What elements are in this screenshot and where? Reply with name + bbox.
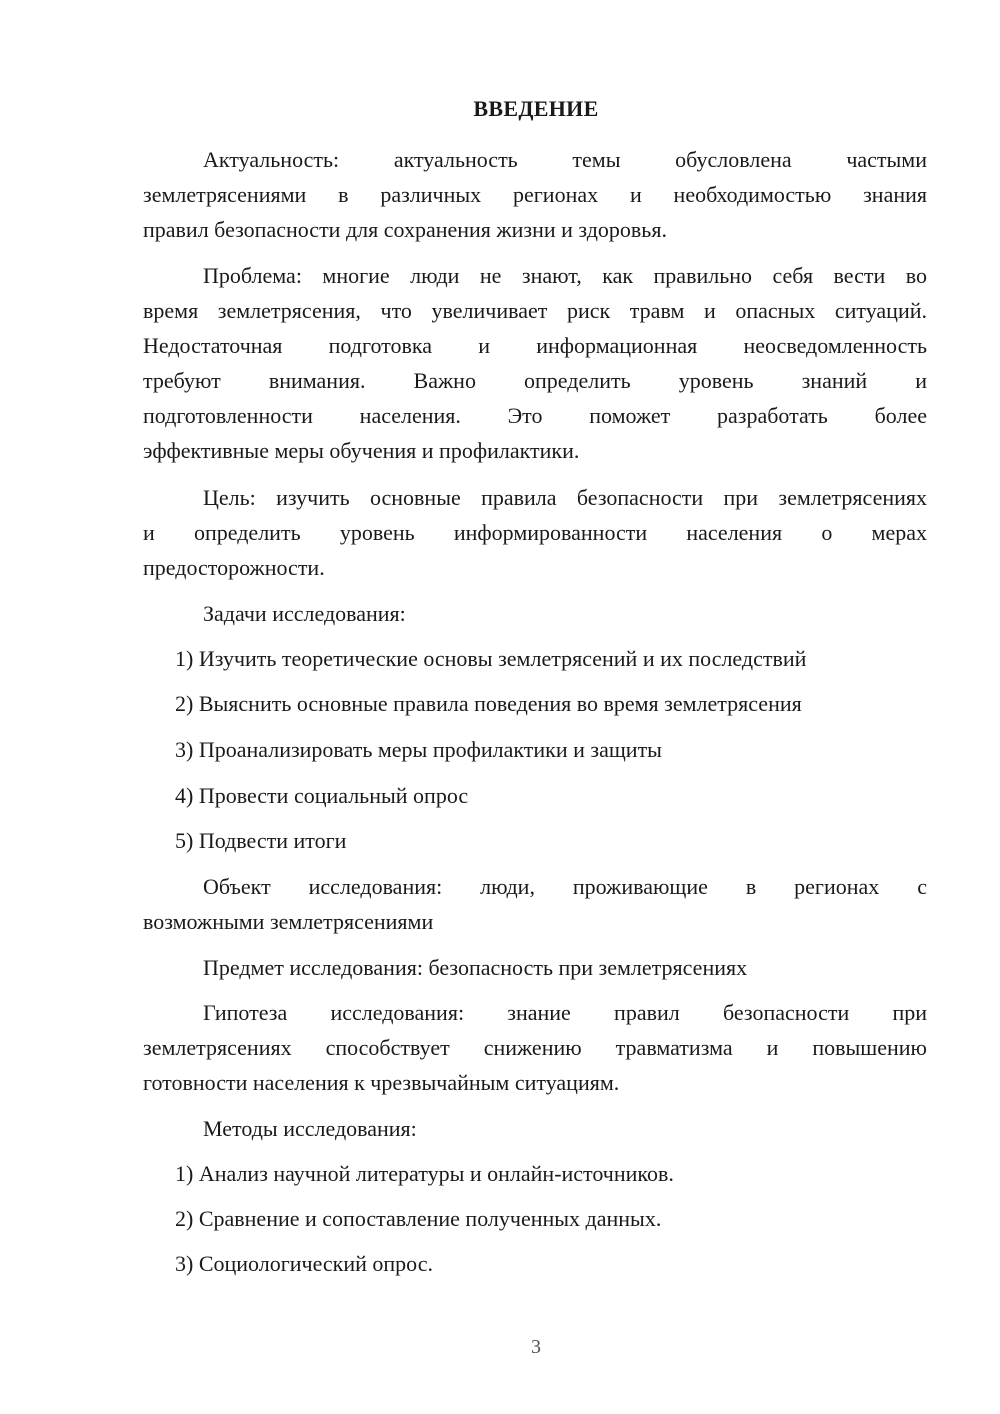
object-line: Объект исследования: люди, проживающие в регионах с [203,874,927,899]
hypothesis-line: Гипотеза исследования: знание правил безопасности при [203,1000,927,1025]
problem-line: подготовленности населения. Это поможет разработать более [143,403,927,428]
hypothesis-line: землетрясениях способствует снижению травматизма и повышению [143,1035,927,1060]
task-item: 4) Провести социальный опрос [175,783,469,808]
goal-paragraph [143,480,927,585]
object-line: возможными землетрясениями [143,909,434,934]
subject-paragraph: Предмет исследования: безопасность при землетрясениях [203,955,748,980]
task-item: 2) Выяснить основные правила поведения во время землетрясения [175,691,802,716]
page-number: 3 [531,1336,541,1358]
relevance-paragraph [143,142,927,247]
task-item: 3) Проанализировать меры профилактики и защиты [175,737,662,762]
goal-line: Цель: изучить основные правила безопасности при землетрясениях [203,485,927,510]
problem-line: Проблема: многие люди не знают, как правильно себя вести во [203,263,927,288]
page-title: ВВЕДЕНИЕ [473,96,599,121]
task-item: 1) Изучить теоретические основы землетрясений и их последствий [175,646,807,671]
method-item: 2) Сравнение и сопоставление полученных данных. [175,1206,662,1231]
goal-line: предосторожности. [143,555,325,580]
methods-heading: Методы исследования: [203,1116,417,1141]
relevance-line: Актуальность: актуальность темы обусловлена частыми [203,147,927,172]
relevance-line: правил безопасности для сохранения жизни и здоровья. [143,217,667,242]
problem-paragraph [143,258,927,468]
hypothesis-line: готовности населения к чрезвычайным ситуациям. [143,1070,620,1095]
task-item: 5) Подвести итоги [175,828,347,853]
method-item: 3) Социологический опрос. [175,1251,433,1276]
problem-line: время землетрясения, что увеличивает риск травм и опасных ситуаций. [143,298,927,323]
goal-line: и определить уровень информированности населения о мерах [143,520,927,545]
relevance-line: землетрясениями в различных регионах и необходимостью знания [143,182,927,207]
problem-line: требуют внимания. Важно определить уровень знаний и [143,368,927,393]
problem-line: эффективные меры обучения и профилактики. [143,438,580,463]
object-paragraph [143,869,927,939]
problem-line: Недостаточная подготовка и информационная неосведомленность [143,333,927,358]
method-item: 1) Анализ научной литературы и онлайн-источников. [175,1161,674,1186]
hypothesis-paragraph [143,995,927,1100]
tasks-heading: Задачи исследования: [203,601,406,626]
